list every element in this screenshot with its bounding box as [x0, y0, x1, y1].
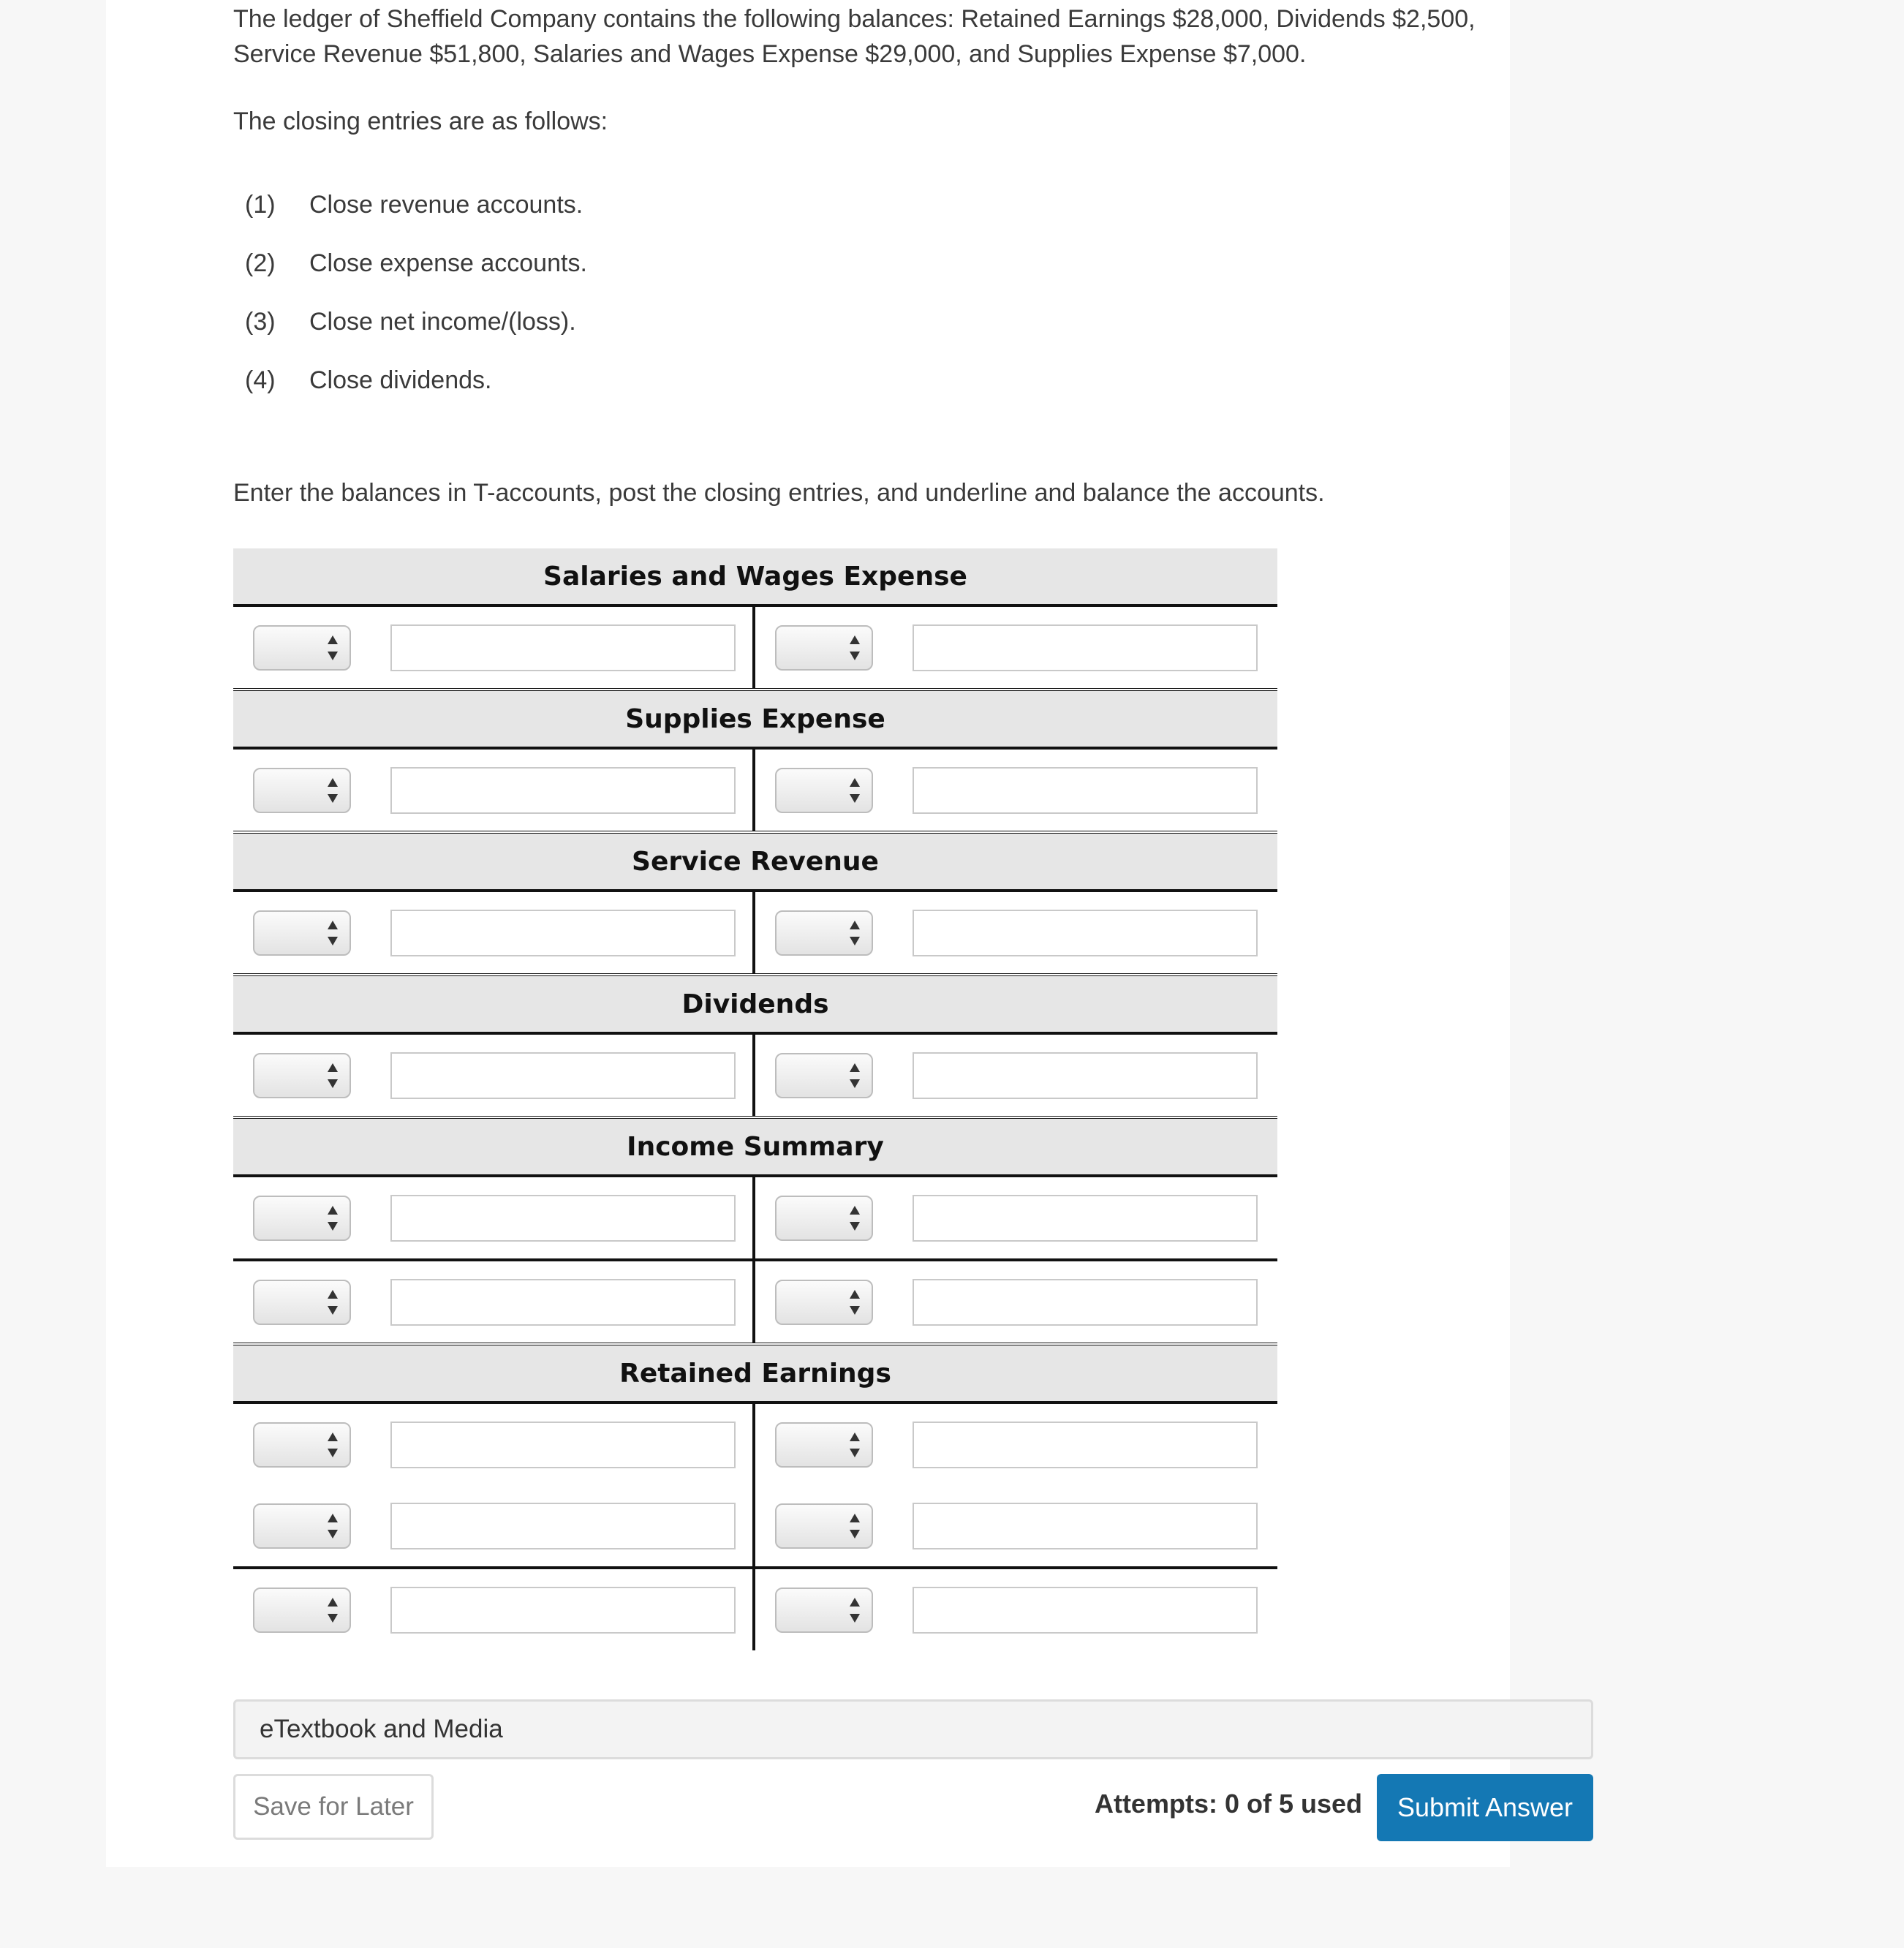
account-title: Income Summary	[233, 1119, 1277, 1177]
etextbook-media-bar[interactable]: eTextbook and Media	[233, 1699, 1593, 1759]
arrow-up-icon	[328, 1206, 338, 1215]
arrow-up-icon	[328, 1432, 338, 1441]
updown-arrows-icon	[328, 1206, 338, 1231]
account-body	[233, 892, 1277, 976]
account-entry-row	[233, 1566, 1277, 1650]
entry-select-dropdown[interactable]	[253, 768, 351, 813]
arrow-up-icon	[850, 635, 860, 644]
credit-side	[755, 1404, 1277, 1485]
arrow-up-icon	[328, 778, 338, 787]
entry-select-dropdown[interactable]	[775, 625, 873, 671]
updown-arrows-icon	[328, 635, 338, 660]
debit-side	[233, 1485, 755, 1566]
account-title: Retained Earnings	[233, 1345, 1277, 1404]
updown-arrows-icon	[328, 921, 338, 945]
amount-input[interactable]	[390, 1195, 736, 1242]
amount-input[interactable]	[913, 910, 1258, 956]
credit-side	[755, 1261, 1277, 1343]
credit-side	[755, 1177, 1277, 1258]
arrow-down-icon	[850, 1614, 860, 1623]
step-number: (3)	[245, 307, 276, 336]
account-entry-row	[233, 1035, 1277, 1116]
entry-select-dropdown[interactable]	[775, 1503, 873, 1549]
amount-input[interactable]	[913, 1587, 1258, 1634]
entry-select-dropdown[interactable]	[253, 1588, 351, 1633]
amount-input[interactable]	[390, 1052, 736, 1099]
credit-side	[755, 1569, 1277, 1650]
arrow-down-icon	[850, 1079, 860, 1088]
attempts-counter: Attempts: 0 of 5 used	[1094, 1789, 1362, 1819]
account-entry-row	[233, 892, 1277, 973]
entry-select-dropdown[interactable]	[775, 1196, 873, 1241]
updown-arrows-icon	[850, 1290, 860, 1315]
arrow-up-icon	[328, 1063, 338, 1072]
entry-select-dropdown[interactable]	[253, 1196, 351, 1241]
arrow-up-icon	[850, 1432, 860, 1441]
arrow-down-icon	[850, 1306, 860, 1315]
updown-arrows-icon	[850, 1063, 860, 1088]
updown-arrows-icon	[850, 921, 860, 945]
entry-select-dropdown[interactable]	[253, 1280, 351, 1325]
arrow-down-icon	[328, 1222, 338, 1231]
entry-select-dropdown[interactable]	[775, 1280, 873, 1325]
account-entry-row	[233, 1485, 1277, 1566]
account-body	[233, 607, 1277, 691]
entry-select-dropdown[interactable]	[775, 1053, 873, 1098]
updown-arrows-icon	[328, 1290, 338, 1315]
debit-side	[233, 1569, 755, 1650]
entry-select-dropdown[interactable]	[253, 1422, 351, 1468]
updown-arrows-icon	[328, 778, 338, 803]
arrow-up-icon	[850, 1598, 860, 1607]
arrow-up-icon	[850, 1290, 860, 1299]
entry-select-dropdown[interactable]	[775, 1588, 873, 1633]
closing-step	[233, 351, 1593, 409]
credit-side	[755, 892, 1277, 973]
arrow-down-icon	[328, 1449, 338, 1457]
amount-input[interactable]	[913, 624, 1258, 671]
entry-select-dropdown[interactable]	[253, 1053, 351, 1098]
arrow-up-icon	[328, 635, 338, 644]
arrow-down-icon	[328, 1530, 338, 1539]
arrow-down-icon	[328, 1079, 338, 1088]
updown-arrows-icon	[328, 1063, 338, 1088]
credit-side	[755, 607, 1277, 688]
closing-step	[233, 292, 1593, 351]
arrow-up-icon	[328, 921, 338, 929]
problem-intro	[233, 0, 1593, 72]
amount-input[interactable]	[390, 1503, 736, 1549]
closing-steps-list	[233, 175, 1593, 409]
updown-arrows-icon	[850, 1206, 860, 1231]
amount-input[interactable]	[913, 1422, 1258, 1468]
amount-input[interactable]	[390, 1587, 736, 1634]
intro-line-1: The ledger of Sheffield Company contains the following balances: Retained Earnings $28,000, Dividends $2,500,	[233, 5, 1476, 33]
closing-step	[233, 175, 1593, 234]
amount-input[interactable]	[390, 624, 736, 671]
updown-arrows-icon	[850, 1598, 860, 1623]
entry-select-dropdown[interactable]	[775, 1422, 873, 1468]
arrow-down-icon	[328, 1306, 338, 1315]
account-body	[233, 1177, 1277, 1345]
arrow-up-icon	[328, 1514, 338, 1522]
arrow-up-icon	[850, 1514, 860, 1522]
amount-input[interactable]	[913, 1503, 1258, 1549]
step-number: (4)	[245, 366, 276, 394]
account-entry-row	[233, 1404, 1277, 1485]
debit-side	[233, 607, 755, 688]
updown-arrows-icon	[850, 1432, 860, 1457]
arrow-up-icon	[850, 1063, 860, 1072]
step-text: Close revenue accounts.	[309, 190, 583, 219]
closing-step	[233, 234, 1593, 292]
updown-arrows-icon	[850, 1514, 860, 1539]
entry-select-dropdown[interactable]	[775, 768, 873, 813]
debit-side	[233, 892, 755, 973]
arrow-down-icon	[850, 1530, 860, 1539]
entry-select-dropdown[interactable]	[253, 1503, 351, 1549]
amount-input[interactable]	[913, 767, 1258, 814]
amount-input[interactable]	[390, 1422, 736, 1468]
instruction-text: Enter the balances in T-accounts, post the closing entries, and underline and balance the accounts.	[233, 479, 1325, 507]
step-text: Close dividends.	[309, 366, 492, 394]
arrow-up-icon	[850, 778, 860, 787]
account-entry-row	[233, 1258, 1277, 1343]
account-entry-row	[233, 750, 1277, 831]
amount-input[interactable]	[913, 1052, 1258, 1099]
amount-input[interactable]	[913, 1279, 1258, 1326]
arrow-down-icon	[328, 794, 338, 803]
question-content	[233, 0, 1593, 1822]
arrow-down-icon	[328, 937, 338, 945]
amount-input[interactable]	[390, 910, 736, 956]
arrow-up-icon	[328, 1598, 338, 1607]
account-body	[233, 1404, 1277, 1650]
account-body	[233, 750, 1277, 834]
intro-line-2: Service Revenue $51,800, Salaries and Wages Expense $29,000, and Supplies Expense $7,000.	[233, 40, 1307, 68]
arrow-down-icon	[850, 794, 860, 803]
step-text: Close expense accounts.	[309, 249, 587, 277]
arrow-down-icon	[850, 1222, 860, 1231]
updown-arrows-icon	[328, 1432, 338, 1457]
entry-select-dropdown[interactable]	[253, 910, 351, 956]
account-title: Salaries and Wages Expense	[233, 548, 1277, 607]
account-entry-row	[233, 1177, 1277, 1258]
credit-side	[755, 750, 1277, 831]
amount-input[interactable]	[913, 1195, 1258, 1242]
debit-side	[233, 1404, 755, 1485]
account-title: Service Revenue	[233, 834, 1277, 892]
debit-side	[233, 1035, 755, 1116]
updown-arrows-icon	[850, 778, 860, 803]
account-body	[233, 1035, 1277, 1119]
entry-select-dropdown[interactable]	[775, 910, 873, 956]
step-number: (1)	[245, 190, 276, 219]
step-number: (2)	[245, 249, 276, 277]
arrow-down-icon	[850, 652, 860, 660]
account-title: Dividends	[233, 976, 1277, 1035]
arrow-down-icon	[328, 1614, 338, 1623]
arrow-up-icon	[328, 1290, 338, 1299]
t-accounts	[233, 548, 1277, 1650]
updown-arrows-icon	[850, 635, 860, 660]
arrow-down-icon	[850, 1449, 860, 1457]
updown-arrows-icon	[328, 1598, 338, 1623]
arrow-up-icon	[850, 1206, 860, 1215]
credit-side	[755, 1035, 1277, 1116]
arrow-down-icon	[328, 652, 338, 660]
amount-input[interactable]	[390, 767, 736, 814]
question-card	[106, 0, 1574, 1867]
debit-side	[233, 1261, 755, 1343]
amount-input[interactable]	[390, 1279, 736, 1326]
step-text: Close net income/(loss).	[309, 307, 576, 336]
submit-answer-button[interactable]: Submit Answer	[1377, 1774, 1593, 1841]
updown-arrows-icon	[328, 1514, 338, 1539]
arrow-down-icon	[850, 937, 860, 945]
entry-select-dropdown[interactable]	[253, 625, 351, 671]
account-title: Supplies Expense	[233, 691, 1277, 750]
debit-side	[233, 1177, 755, 1258]
account-entry-row	[233, 607, 1277, 688]
debit-side	[233, 750, 755, 831]
credit-side	[755, 1485, 1277, 1566]
closing-heading: The closing entries are as follows:	[233, 107, 608, 135]
save-for-later-button[interactable]: Save for Later	[233, 1774, 434, 1840]
arrow-up-icon	[850, 921, 860, 929]
